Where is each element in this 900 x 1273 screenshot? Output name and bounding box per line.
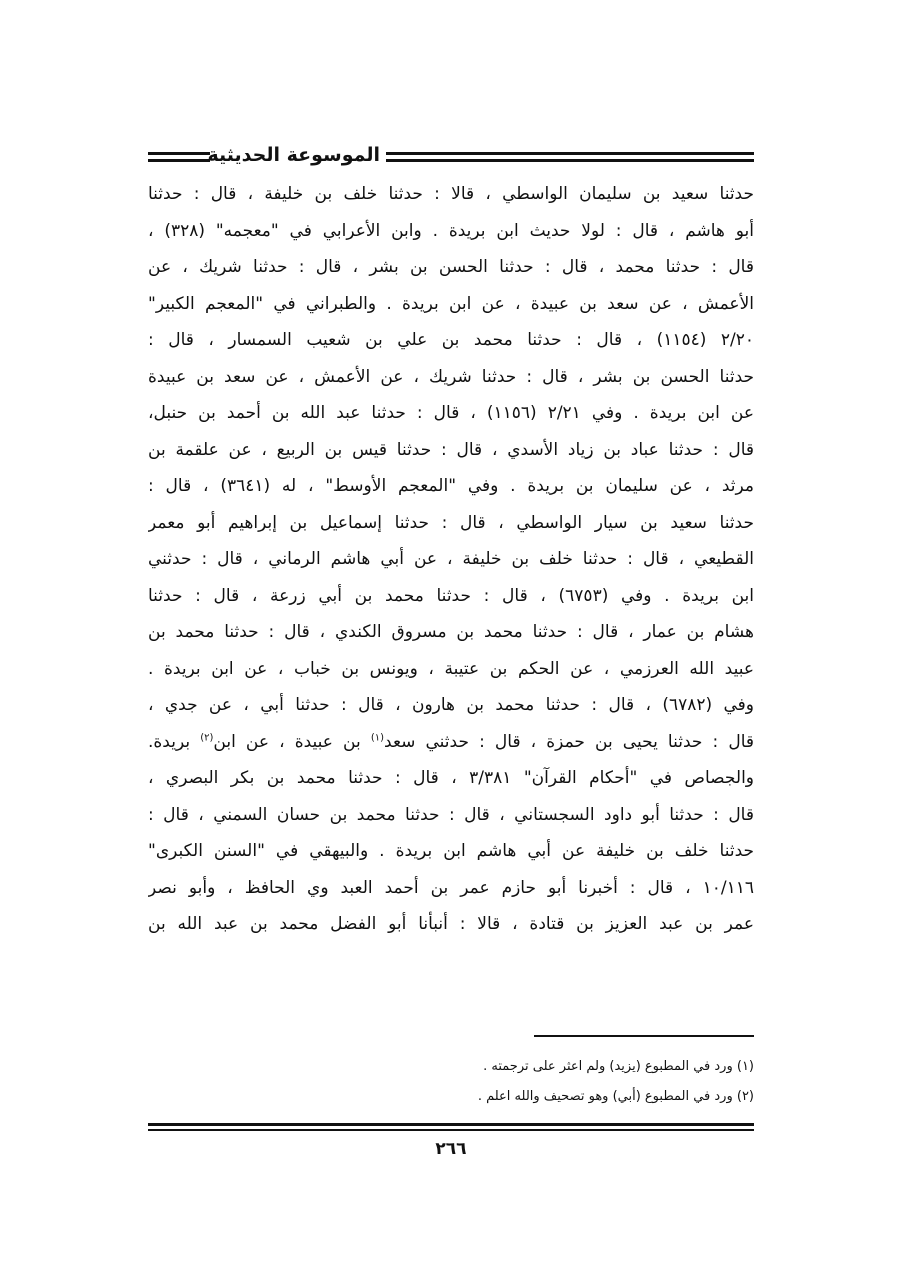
text-line-with-footnote-refs — [148, 724, 754, 761]
text-line: الأعمش ، عن سعد بن عبيدة ، عن ابن بريدة . والطبراني في "المعجم الكبير" — [148, 293, 754, 314]
text-segment: قال : حدثنا يحيى بن حمزة ، قال : حدثني سعد — [384, 731, 754, 752]
footer-double-rule — [148, 1123, 754, 1131]
text-line: عبيد الله العرزمي ، عن الحكم بن عتيبة ، ويونس بن خباب ، عن ابن بريدة . — [148, 658, 754, 679]
footnote-ref-2: (٢) — [200, 731, 214, 743]
footnote-1: (١) ورد في المطبوع (يزيد) ولم اعثر على ترجمته . — [483, 1059, 754, 1074]
footnote-ref-1: (١) — [370, 731, 385, 743]
page-number: ٢٦٦ — [435, 1139, 467, 1159]
footnotes — [148, 1052, 754, 1112]
text-line: حدثنا خلف بن خليفة عن أبي هاشم ابن بريدة . والبيهقي في "السنن الكبرى" — [148, 841, 754, 861]
text-line: والجصاص في "أحكام القرآن" ٣/٣٨١ ، قال : حدثنا محمد بن بكر البصري ، — [148, 768, 754, 788]
book-title: الموسوعة الحديثية — [207, 144, 380, 166]
text-line: عن ابن بريدة . وفي ٢/٢١ (١١٥٦) ، قال : حدثنا عبد الله بن أحمد بن حنبل، — [148, 403, 754, 423]
page-header — [148, 138, 754, 178]
text-line: وفي (٦٧٨٢) ، قال : حدثنا محمد بن هارون ، قال : حدثنا أبي ، عن جدي ، — [148, 695, 754, 715]
text-line: قال : حدثنا محمد ، قال : حدثنا الحسن بن بشر ، قال : حدثنا شريك ، عن — [148, 257, 754, 277]
text-line: هشام بن عمار ، قال : حدثنا محمد بن مسروق الكندي ، قال : حدثنا محمد بن — [148, 622, 754, 642]
text-line: أبو هاشم ، قال : لولا حديث ابن بريدة . وابن الأعرابي في "معجمه" (٣٢٨) ، — [148, 220, 754, 241]
text-segment: بن عبيدة ، عن ابن — [213, 731, 371, 752]
text-line: قال : حدثنا أبو داود السجستاني ، قال : حدثنا محمد بن حسان السمني ، قال : — [148, 804, 754, 825]
footnote-2: (٢) ورد في المطبوع (أبي) وهو تصحيف والله اعلم . — [477, 1089, 754, 1104]
body-text — [148, 176, 754, 943]
header-double-rule-left — [148, 152, 210, 162]
text-line: حدثنا سعيد بن سيار الواسطي ، قال : حدثنا إسماعيل بن إبراهيم أبو معمر — [148, 512, 754, 533]
text-segment: بريدة. — [148, 731, 201, 752]
text-line: عمر بن عبد العزيز بن قتادة ، قالا : أنبأنا أبو الفضل محمد بن عبد الله بن — [148, 914, 754, 934]
text-line: قال : حدثنا عباد بن زياد الأسدي ، قال : حدثنا قيس بن الربيع ، عن علقمة بن — [148, 439, 754, 460]
text-line: القطيعي ، قال : حدثنا خلف بن خليفة ، عن أبي هاشم الرماني ، قال : حدثني — [148, 549, 754, 569]
footnote-separator — [534, 1035, 754, 1037]
text-line: ١٠/١١٦ ، قال : أخبرنا أبو حازم عمر بن أحمد العبد وي الحافظ ، وأبو نصر — [148, 877, 754, 898]
header-double-rule-right — [386, 152, 754, 162]
text-line: حدثنا الحسن بن بشر ، قال : حدثنا شريك ، عن الأعمش ، عن سعد بن عبيدة — [148, 366, 754, 387]
text-line: ابن بريدة . وفي (٦٧٥٣) ، قال : حدثنا محمد بن أبي زرعة ، قال : حدثنا — [148, 585, 754, 606]
text-line: مرثد ، عن سليمان بن بريدة . وفي "المعجم الأوسط" ، له (٣٦٤١) ، قال : — [148, 476, 754, 496]
text-line: حدثنا سعيد بن سليمان الواسطي ، قالا : حدثنا خلف بن خليفة ، قال : حدثنا — [148, 184, 754, 204]
text-line: ٢/٢٠ (١١٥٤) ، قال : حدثنا محمد بن علي بن شعيب السمسار ، قال : — [148, 330, 754, 350]
